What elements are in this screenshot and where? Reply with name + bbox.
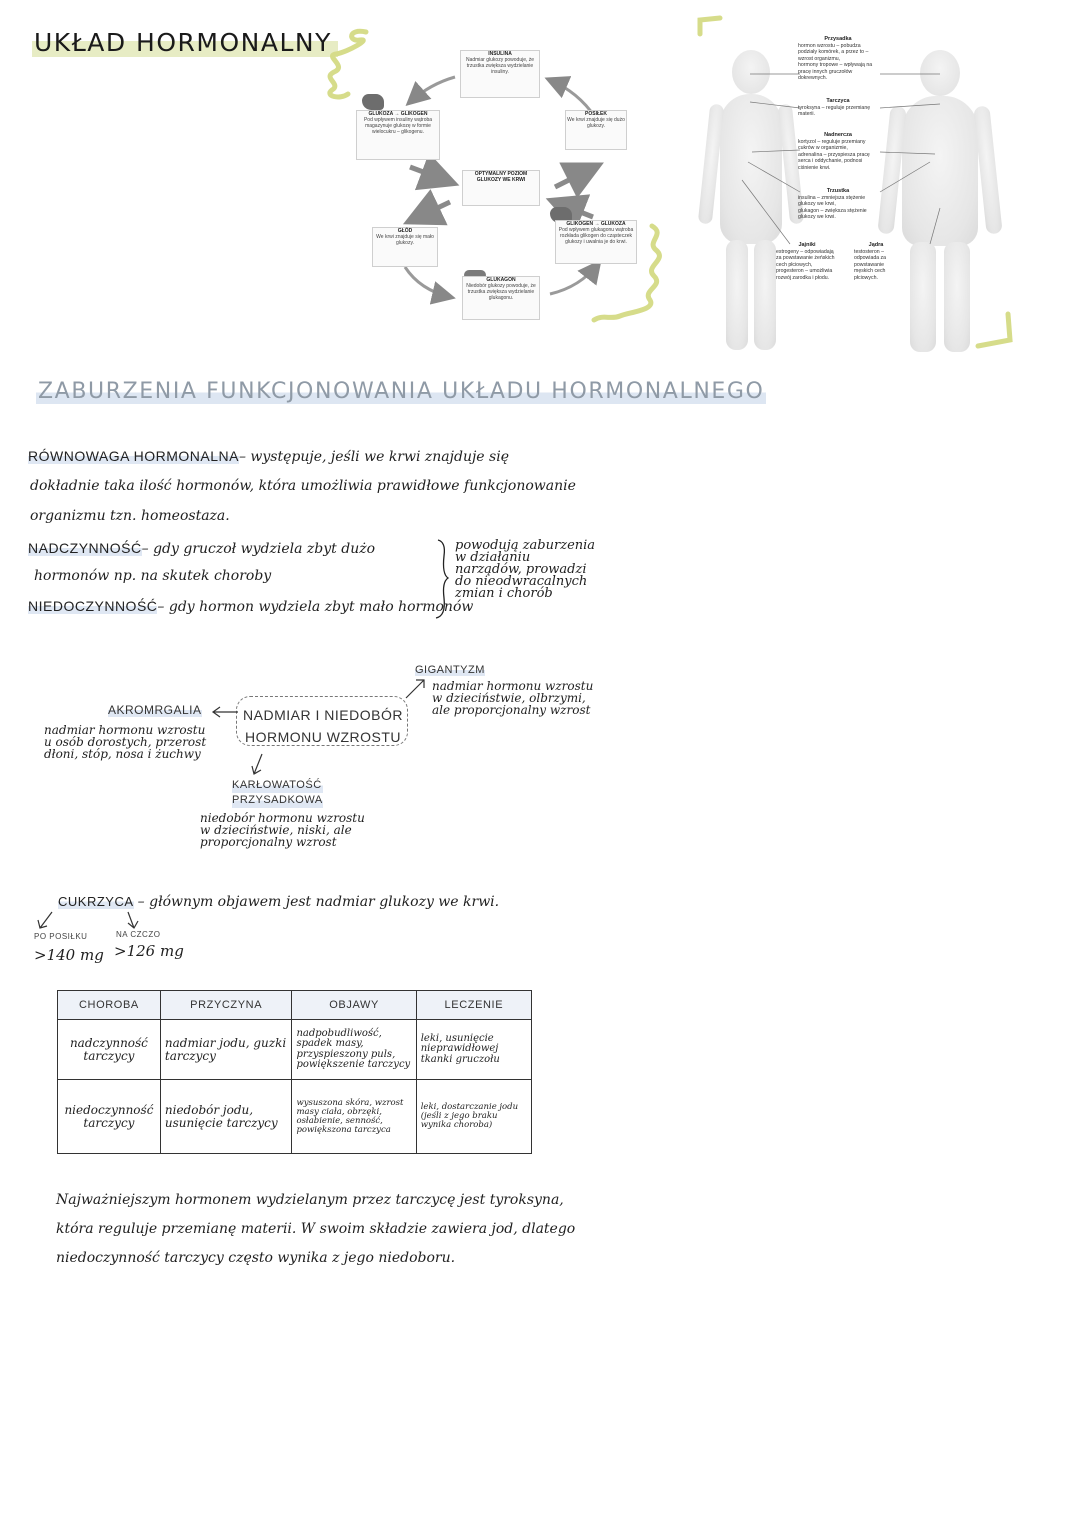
posilek-box: POSIŁEK We krwi znajduje się dużo glukozy. [565,110,627,150]
liver-icon [362,94,384,110]
glikogen-glukoza-box: GLIKOGEN → GLUKOZA Pod wpływem glukagonu wątroba rozkłada glikogen do cząsteczek glukozy i uwalnia je do krwi. [555,220,637,264]
summary-line-1: Najważniejszym hormonem wydzielanym przez tarczycę jest tyroksyna, [56,1192,564,1208]
value-na-czczo: >126 mg [114,942,184,960]
glukagon-box: GLUKAGON Niedobór glukozy powoduje, że trzustka zwiększa wydzielanie glukagonu. [462,276,540,320]
table-row [58,1020,532,1080]
section-title: ZABURZENIA FUNKCJONOWANIA UKŁADU HORMONALNEGO [38,379,765,404]
niedoczynnosc-label: NIEDOCZYNNOŚĆ [28,598,158,614]
po-posilku-label: PO POSIŁKU [34,932,88,941]
insulina-box: INSULINA Nadmiar glukozy powoduje, że trzustka zwiększa wydzielanie insuliny. [460,50,540,98]
cell-leczenie: leki, dostarczanie jodu (jeśli z jego braku wynika choroba) [416,1080,531,1154]
arrow-to-akromegalia [210,704,240,718]
cukrzyca-text: – głównym objawem jest nadmiar glukozy we krwi. [137,894,500,910]
rownowaga-line-2: dokładnie taka ilość hormonów, która umożliwia prawidłowe funkcjonowanie [30,478,576,494]
jadra-note: Jądra testosteron – odpowiada za powstawanie męskich cech płciowych. [854,242,887,281]
brace-note: powodują zaburzenia w działaniu narządów, prowadzi do nieodwracalnych zmian i chorób [455,538,596,601]
header-objawy: OBJAWY [292,991,416,1020]
nadczynnosc-label: NADCZYNNOŚĆ [28,540,142,556]
table-row [58,1080,532,1154]
summary-line-2: która reguluje przemianę materii. W swoim składzie zawiera jod, dlatego [56,1221,576,1237]
glod-box: GŁÓD We krwi znajduje się mało glukozy. [372,227,438,267]
summary-paragraph [56,1186,575,1273]
header-leczenie: LECZENIE [416,991,531,1020]
trzustka-note: Trzustka insulina – zmniejsza stężenie glukozy we krwi, glukagon – zwiększa stężenie glukozy we krwi. [798,188,867,220]
cell-choroba: nadczynność tarczycy [58,1020,161,1080]
cukrzyca-label: CUKRZYCA [58,894,134,909]
niedoczynnosc-text: – gdy hormon wydziela zbyt mało hormonów [157,599,474,615]
karlowatosc-title: KARŁOWATOŚĆ PRZYSADKOWA [232,779,323,806]
glukoza-glikogen-box: GLUKOZA → GLIKOGEN Pod wpływem insuliny wątroba magazynuje glukozę w formie wielocukru – glikogenu. [356,110,440,160]
nadczynnosc-line-1 [28,540,375,557]
squiggle-decoration-2 [590,220,670,330]
cukrzyca-arrows [30,908,150,932]
cell-przyczyna: niedobór jodu, usunięcie tarczycy [160,1080,292,1154]
arrow-to-karlowatosc [248,752,268,778]
jajniki-note: Jajniki estrogeny – odpowiadają za powstawanie żeńskich cech płciowych, progesteron – umożliwia rozwój zarodka i płodu. [776,242,835,281]
summary-line-3: niedoczynność tarczycy często wynika z jego niedoboru. [56,1250,456,1266]
page-title: UKŁAD HORMONALNY [32,28,338,57]
value-po-posilku: >140 mg [34,946,104,964]
tarczyca-note: Tarczyca tyroksyna – reguluje przemianę materii. [798,98,871,117]
cell-leczenie: leki, usunięcie nieprawidłowej tkanki gruczołu [416,1020,531,1080]
table-header-row [58,991,532,1020]
header-przyczyna: PRZYCZYNA [160,991,292,1020]
karlowatosc-text: niedobór hormonu wzrostu w dzieciństwie, niski, ale proporcjonalny wzrost [200,811,365,849]
cell-objawy: wysuszona skóra, wzrost masy ciała, obrzęki, osłabienie, senność, powiększona tarczyca [292,1080,416,1154]
rownowaga-text-1: – występuje, jeśli we krwi znajduje się [238,449,509,465]
gigantyzm-title: GIGANTYZM [415,664,485,676]
cell-przyczyna: nadmiar jodu, guzki tarczycy [160,1020,292,1080]
akromegalia-text: nadmiar hormonu wzrostu u osób dorostych, przerost dłoni, stóp, nosa i żuchwy [44,723,207,761]
rownowaga-label: RÓWNOWAGA HORMONALNA [28,448,239,464]
nadczynnosc-text-1: – gdy gruczoł wydziela zbyt dużo [141,541,376,557]
tarczyca-table [57,990,532,1154]
nadnercza-note: Nadnercza kortyzol – reguluje przemiany cukrów w organizmie, adrenalina – przyspiesza pracę serca i oddychanie, podnosi ciśnienie krwi. [798,132,870,171]
gigantyzm-text: nadmiar hormonu wzrostu w dzieciństwie, olbrzymi, ale proporcjonalny wzrost [432,679,594,717]
na-czczo-label: NA CZCZO [116,930,161,939]
nadczynnosc-line-2: hormonów np. na skutek choroby [34,568,272,584]
optymalny-box: OPTYMALNY POZIOM GLUKOZY WE KRWI [462,170,540,206]
niedoczynnosc-line [28,598,473,615]
rownowaga-line-3: organizmu tzn. homeostaza. [30,508,230,524]
cell-choroba: niedoczynność tarczycy [58,1080,161,1154]
arrow-to-gigantyzm [400,676,430,700]
glands-diagram [690,12,1030,362]
przysadka-note: Przysadka hormon wzrostu – pobudza podziały komórek, a przez to – wzrost organizmu, hormony tropowe – wpływają na pracę innych gruczołów dokrewnych. [798,36,873,81]
curly-brace [432,536,452,622]
akromegalia-title: AKROMRGALIA [108,703,202,717]
cell-objawy: nadpobudliwość, spadek masy, przyspieszony puls, powiększenie tarczycy [292,1020,416,1080]
wzrost-center-label: NADMIAR I NIEDOBÓR HORMONU WZROSTU [243,707,403,745]
rownowaga-line-1 [28,448,509,465]
header-choroba: CHOROBA [58,991,161,1020]
